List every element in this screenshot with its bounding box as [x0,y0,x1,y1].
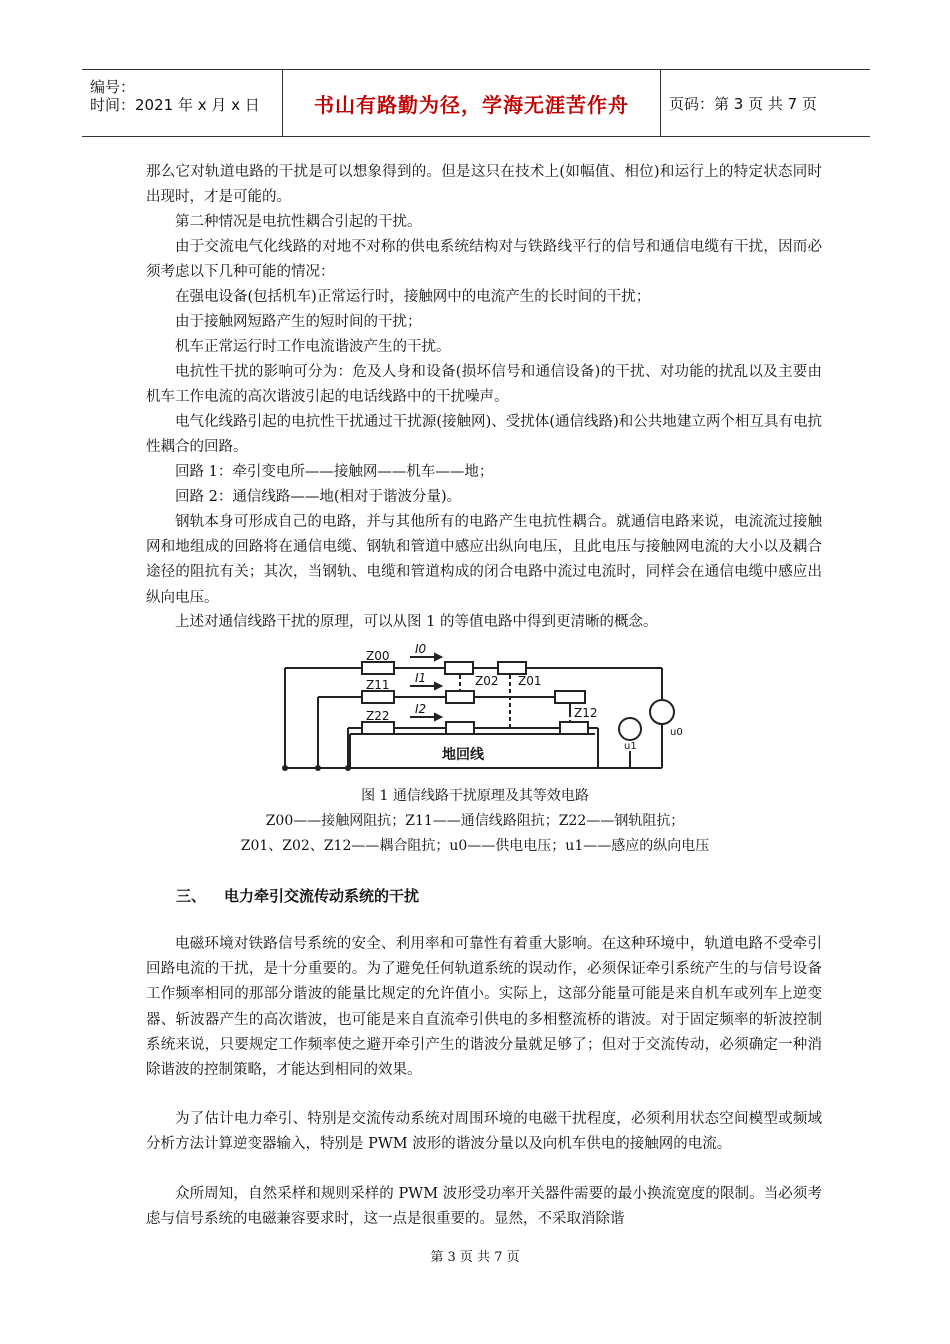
paragraph: 上述对通信线路干扰的原理，可以从图 1 的等值电路中得到更清晰的概念。 [175,614,658,630]
figure-legend-2: Z01、Z02、Z12——耦合阻抗；u0——供电电压；u1——感应的纵向电压 [240,838,710,854]
paragraph: 由于交流电气化线路的对地不对称的供电系统结构对与铁路线平行的信号和通信电缆有干扰，因而必须考虑以下几种可能的情况： [146,239,822,281]
page-footer: 第 3 页 共 7 页 [430,1250,520,1265]
paragraph: 电抗性干扰的影响可分为：危及人身和设备(损坏信号和通信设备)的干扰、对功能的扰乱以及主要由机车工作电流的高次谐波引起的电话线路中的干扰噪声。 [146,364,822,406]
header-meta [82,70,282,136]
label-z11: Z11 [366,678,390,692]
section-number: 三、 [176,887,207,905]
paragraph: 电磁环境对铁路信号系统的安全、利用率和可靠性有着重大影响。在这种环境中，轨道电路不受牵引回路电流的干扰，是十分重要的。为了避免任何轨道系统的误动作，必须保证牵引系统产生的与信号设备工作频率相同的那部分谐波的能量比规定的允许值小。实际上，这部分能量可能是来自机车或列车上逆变器、斩波器产生的高次谐波，也可能是来自直流牵引供电的多相整流桥的谐波。对于固定频率的斩波控制系统来说，只要规定工作频率使之避开牵引产生的谐波分量就足够了；但对于交流传动，必须确定一种消除谐波的控制策略，才能达到相同的效果。 [146,936,822,1079]
label-i1: I1 [415,671,427,685]
label-i2: I2 [415,702,427,716]
label-z12: Z12 [574,706,598,720]
paragraph: 众所周知，自然采样和规则采样的 PWM 波形受功率开关器件需要的最小换流宽度的限制。当必须考虑与信号系统的电磁兼容要求时，这一点是很重要的。显然，不采取消除谐 [146,1186,822,1228]
paragraph: 回路 2：通信线路——地(相对于谐波分量)。 [175,489,462,505]
paragraph: 为了估计电力牵引、特别是交流传动系统对周围环境的电磁干扰程度，必须利用状态空间模型或频域分析方法计算逆变器输入，特别是 PWM 波形的谐波分量以及向机车供电的接触网的电流。 [146,1111,822,1153]
paragraph: 电气化线路引起的电抗性干扰通过干扰源(接触网)、受扰体(通信线路)和公共地建立两个相互具有电抗性耦合的回路。 [146,414,822,456]
header-page-info: 页码：第 3 页 共 7 页 [669,94,817,113]
paragraph: 第二种情况是电抗性耦合引起的干扰。 [175,214,422,230]
section-heading [176,885,437,906]
header-code: 编号： [90,78,136,96]
label-z02: Z02 [475,674,499,688]
section-title: 电力牵引交流传动系统的干扰 [224,887,420,905]
label-u0: u0 [670,727,683,738]
figure-legend-1: Z00——接触网阻抗；Z11——通信线路阻抗；Z22——钢轨阻抗； [265,813,685,829]
paragraph: 回路 1：牵引变电所——接触网——机车——地； [175,464,494,480]
label-z22: Z22 [366,709,390,723]
paragraph: 机车正常运行时工作电流谐波产生的干扰。 [175,339,451,355]
header-time: 时间：2021 年 x 月 x 日 [90,96,260,114]
paragraph: 钢轨本身可形成自己的电路，并与其他所有的电路产生电抗性耦合。就通信电路来说，电流流过接触网和地组成的回路将在通信电缆、钢轨和管道中感应出纵向电压，且此电压与接触网电流的大小以及耦合途径的阻抗有关；其次，当钢轨、电缆和管道构成的闭合电路中流过电流时，同样会在通信电缆中感应出纵向电压。 [146,514,822,606]
header-motto: 书山有路勤为径，学海无涯苦作舟 [282,70,661,136]
label-z00: Z00 [366,649,390,663]
paragraph: 那么它对轨道电路的干扰是可以想象得到的。但是这只在技术上(如幅值、相位)和运行上的特定状态同时出现时，才是可能的。 [146,164,822,206]
paragraph: 由于接触网短路产生的短时间的干扰； [175,314,422,330]
page-header [82,69,870,137]
label-i0: I0 [415,642,427,656]
label-ground-line: 地回线 [442,747,484,763]
circuit-diagram [270,642,690,775]
label-z01: Z01 [518,674,542,688]
figure-caption: 图 1 通信线路干扰原理及其等效电路 [361,788,589,804]
label-u1: u1 [624,741,637,752]
paragraph: 在强电设备(包括机车)正常运行时，接触网中的电流产生的长时间的干扰； [175,289,651,305]
